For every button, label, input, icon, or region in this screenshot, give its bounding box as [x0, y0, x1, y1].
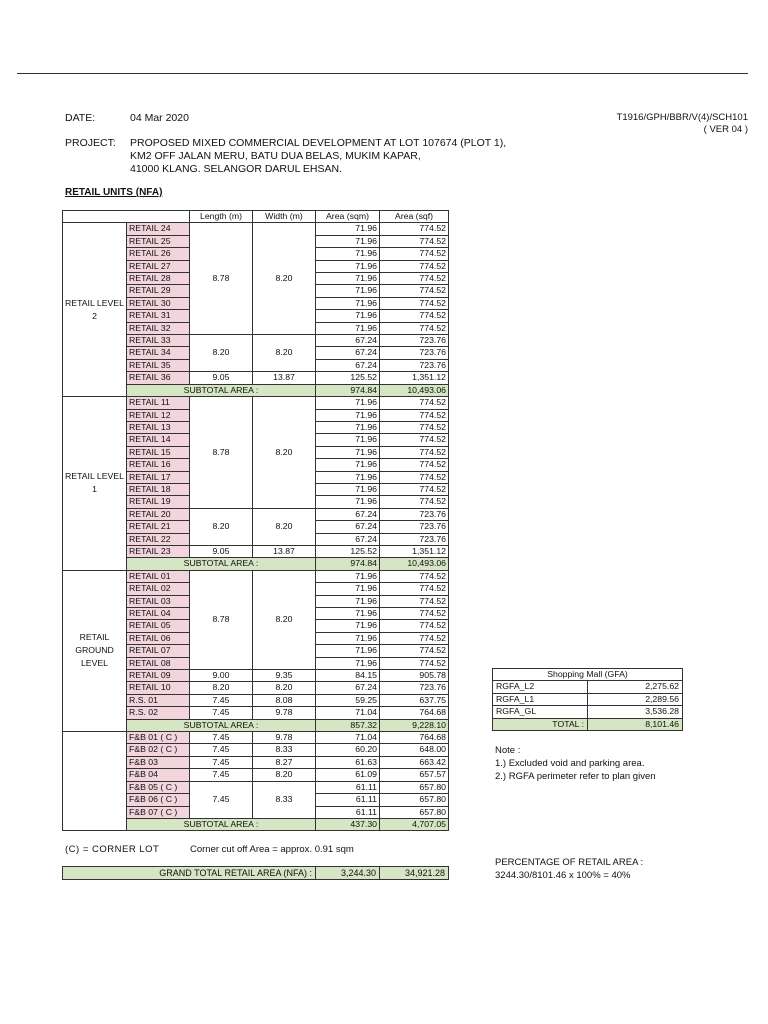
unit-name: RETAIL 17: [127, 471, 190, 483]
unit-area-sqf: 1,351.12: [380, 372, 449, 384]
subtotal-sqm: 974.84: [316, 558, 380, 570]
unit-area-sqm: 67.24: [316, 521, 380, 533]
percentage-formula: 3244.30/8101.46 x 100% = 40%: [495, 870, 631, 881]
unit-width: 8.20: [253, 570, 316, 669]
unit-area-sqm: 67.24: [316, 533, 380, 545]
corner-cut-note: Corner cut off Area = approx. 0.91 sqm: [190, 844, 354, 855]
unit-name: RETAIL 20: [127, 508, 190, 520]
subtotal-sqm: 857.32: [316, 719, 380, 731]
unit-area-sqm: 71.96: [316, 459, 380, 471]
unit-name: RETAIL 10: [127, 682, 190, 694]
unit-name: RETAIL 12: [127, 409, 190, 421]
unit-area-sqm: 71.96: [316, 657, 380, 669]
unit-width: 13.87: [253, 372, 316, 384]
unit-area-sqm: 71.96: [316, 620, 380, 632]
unit-area-sqm: 71.96: [316, 421, 380, 433]
unit-name: F&B 04: [127, 769, 190, 781]
unit-area-sqm: 67.24: [316, 508, 380, 520]
note-line-2: 2.) RGFA perimeter refer to plan given: [495, 771, 656, 782]
unit-area-sqf: 657.80: [380, 781, 449, 793]
column-header-row: [63, 211, 449, 223]
unit-area-sqm: 71.96: [316, 397, 380, 409]
unit-name: RETAIL 05: [127, 620, 190, 632]
unit-name: F&B 06 ( C ): [127, 794, 190, 806]
unit-name: RETAIL 06: [127, 632, 190, 644]
project-label: PROJECT:: [65, 137, 116, 149]
unit-name: RETAIL 27: [127, 260, 190, 272]
subtotal-sqm: 437.30: [316, 818, 380, 830]
unit-area-sqf: 774.52: [380, 620, 449, 632]
unit-area-sqm: 61.11: [316, 781, 380, 793]
unit-area-sqm: 71.96: [316, 583, 380, 595]
date-label: DATE:: [65, 112, 96, 124]
unit-area-sqf: 774.52: [380, 421, 449, 433]
unit-name: RETAIL 13: [127, 421, 190, 433]
unit-area-sqf: 774.52: [380, 397, 449, 409]
unit-width: 13.87: [253, 545, 316, 557]
retail-units-table: [62, 210, 449, 831]
mall-row-name: RGFA_L2: [493, 681, 588, 693]
unit-name: RETAIL 22: [127, 533, 190, 545]
unit-width: 8.27: [253, 756, 316, 768]
unit-name: F&B 02 ( C ): [127, 744, 190, 756]
grand-total-sqf: 34,921.28: [380, 867, 449, 880]
version-label: ( VER 04 ): [703, 124, 748, 135]
unit-area-sqm: 71.96: [316, 483, 380, 495]
unit-length: 8.20: [190, 682, 253, 694]
unit-name: RETAIL 11: [127, 397, 190, 409]
unit-area-sqm: 60.20: [316, 744, 380, 756]
unit-area-sqm: 71.96: [316, 632, 380, 644]
unit-width: 8.20: [253, 397, 316, 509]
unit-area-sqm: 71.96: [316, 260, 380, 272]
unit-area-sqf: 723.76: [380, 521, 449, 533]
shopping-mall-gfa-table: [492, 668, 683, 731]
unit-area-sqf: 648.00: [380, 744, 449, 756]
date-value: 04 Mar 2020: [130, 112, 189, 124]
unit-area-sqf: 723.76: [380, 347, 449, 359]
mall-row: [493, 693, 683, 705]
project-line-2: KM2 OFF JALAN MERU, BATU DUA BELAS, MUKIM KAPAR,: [130, 150, 421, 162]
unit-name: RETAIL 32: [127, 322, 190, 334]
unit-length: 7.45: [190, 732, 253, 744]
section-title: RETAIL UNITS (NFA): [65, 187, 163, 198]
unit-name: RETAIL 08: [127, 657, 190, 669]
grand-total-table: [62, 866, 449, 880]
unit-area-sqf: 723.76: [380, 533, 449, 545]
unit-area-sqf: 774.52: [380, 608, 449, 620]
unit-area-sqm: 71.96: [316, 595, 380, 607]
unit-width: 8.20: [253, 769, 316, 781]
unit-length: 9.05: [190, 545, 253, 557]
unit-name: R.S. 02: [127, 707, 190, 719]
unit-length: 7.45: [190, 781, 253, 818]
unit-length: 7.45: [190, 769, 253, 781]
column-header-area-sqf: Area (sqf): [380, 211, 449, 223]
unit-area-sqm: 71.96: [316, 434, 380, 446]
grand-total-row: [63, 867, 449, 880]
unit-area-sqf: 774.52: [380, 409, 449, 421]
subtotal-label: SUBTOTAL AREA :: [127, 719, 316, 731]
top-rule: [17, 73, 748, 74]
unit-area-sqf: 774.52: [380, 310, 449, 322]
subtotal-sqf: 10,493.06: [380, 558, 449, 570]
unit-name: RETAIL 15: [127, 446, 190, 458]
unit-area-sqm: 71.96: [316, 322, 380, 334]
unit-name: RETAIL 09: [127, 670, 190, 682]
unit-name: RETAIL 24: [127, 223, 190, 235]
unit-area-sqm: 61.11: [316, 794, 380, 806]
unit-area-sqf: 774.52: [380, 595, 449, 607]
unit-name: RETAIL 21: [127, 521, 190, 533]
unit-area-sqm: 71.96: [316, 471, 380, 483]
column-header-width: Width (m): [253, 211, 316, 223]
unit-row: [63, 397, 449, 409]
unit-name: RETAIL 02: [127, 583, 190, 595]
unit-name: RETAIL 18: [127, 483, 190, 495]
unit-name: RETAIL 14: [127, 434, 190, 446]
unit-row: [63, 732, 449, 744]
group-label-l1: RETAIL LEVEL 1: [63, 397, 127, 571]
project-line-3: 41000 KLANG. SELANGOR DARUL EHSAN.: [130, 163, 343, 175]
unit-width: 8.33: [253, 781, 316, 818]
mall-row-name: RGFA_L1: [493, 693, 588, 705]
unit-length: 7.45: [190, 744, 253, 756]
unit-area-sqf: 657.57: [380, 769, 449, 781]
unit-width: 8.33: [253, 744, 316, 756]
unit-area-sqm: 67.24: [316, 347, 380, 359]
unit-area-sqf: 657.80: [380, 794, 449, 806]
unit-width: 9.78: [253, 732, 316, 744]
percentage-title: PERCENTAGE OF RETAIL AREA :: [495, 857, 644, 868]
unit-area-sqm: 71.04: [316, 707, 380, 719]
unit-name: F&B 03: [127, 756, 190, 768]
unit-area-sqm: 71.96: [316, 285, 380, 297]
unit-area-sqf: 774.52: [380, 297, 449, 309]
unit-area-sqf: 663.42: [380, 756, 449, 768]
unit-area-sqm: 67.24: [316, 359, 380, 371]
subtotal-label: SUBTOTAL AREA :: [127, 558, 316, 570]
unit-row: [63, 570, 449, 582]
unit-name: RETAIL 34: [127, 347, 190, 359]
unit-area-sqm: 71.96: [316, 273, 380, 285]
unit-width: 9.35: [253, 670, 316, 682]
unit-name: F&B 05 ( C ): [127, 781, 190, 793]
unit-name: RETAIL 26: [127, 248, 190, 260]
unit-name: RETAIL 03: [127, 595, 190, 607]
mall-row-name: RGFA_GL: [493, 706, 588, 718]
unit-length: 7.45: [190, 694, 253, 706]
unit-area-sqm: 67.24: [316, 682, 380, 694]
unit-area-sqf: 774.52: [380, 434, 449, 446]
grand-total-sqm: 3,244.30: [316, 867, 380, 880]
unit-area-sqf: 774.52: [380, 273, 449, 285]
grand-total-label: GRAND TOTAL RETAIL AREA (NFA) :: [63, 867, 316, 880]
unit-area-sqm: 71.96: [316, 645, 380, 657]
unit-area-sqf: 774.52: [380, 446, 449, 458]
mall-total-label: TOTAL :: [493, 718, 588, 730]
mall-row: [493, 706, 683, 718]
unit-area-sqf: 723.76: [380, 508, 449, 520]
unit-area-sqm: 125.52: [316, 372, 380, 384]
unit-area-sqf: 723.76: [380, 682, 449, 694]
unit-area-sqm: 71.96: [316, 248, 380, 260]
unit-area-sqm: 59.25: [316, 694, 380, 706]
unit-area-sqf: 774.52: [380, 483, 449, 495]
unit-area-sqf: 723.76: [380, 359, 449, 371]
unit-area-sqm: 61.11: [316, 806, 380, 818]
unit-area-sqf: 1,351.12: [380, 545, 449, 557]
unit-name: RETAIL 35: [127, 359, 190, 371]
unit-width: 8.08: [253, 694, 316, 706]
unit-area-sqf: 774.52: [380, 471, 449, 483]
unit-area-sqf: 723.76: [380, 335, 449, 347]
unit-area-sqm: 61.63: [316, 756, 380, 768]
mall-row-value: 2,275.62: [588, 681, 683, 693]
unit-area-sqf: 774.52: [380, 285, 449, 297]
group-label-blank: [63, 732, 127, 831]
subtotal-label: SUBTOTAL AREA :: [127, 384, 316, 396]
project-line-1: PROPOSED MIXED COMMERCIAL DEVELOPMENT AT LOT 107674 (PLOT 1),: [130, 137, 507, 149]
unit-name: F&B 01 ( C ): [127, 732, 190, 744]
reference-code: T1916/GPH/BBR/V(4)/SCH101: [616, 112, 748, 123]
unit-area-sqm: 71.96: [316, 297, 380, 309]
unit-area-sqf: 774.52: [380, 322, 449, 334]
unit-area-sqf: 764.68: [380, 707, 449, 719]
unit-area-sqm: 71.96: [316, 608, 380, 620]
unit-area-sqf: 764.68: [380, 732, 449, 744]
unit-area-sqf: 774.52: [380, 657, 449, 669]
unit-area-sqf: 657.80: [380, 806, 449, 818]
mall-total-row: [493, 718, 683, 730]
unit-area-sqm: 71.96: [316, 310, 380, 322]
unit-name: F&B 07 ( C ): [127, 806, 190, 818]
unit-length: 8.78: [190, 397, 253, 509]
unit-area-sqm: 71.04: [316, 732, 380, 744]
unit-area-sqf: 774.52: [380, 223, 449, 235]
unit-width: 8.20: [253, 508, 316, 545]
subtotal-label: SUBTOTAL AREA :: [127, 818, 316, 830]
unit-length: 7.45: [190, 756, 253, 768]
unit-area-sqf: 774.52: [380, 632, 449, 644]
unit-name: RETAIL 33: [127, 335, 190, 347]
mall-row-value: 2,289.56: [588, 693, 683, 705]
group-label-gl: RETAIL GROUND LEVEL: [63, 570, 127, 731]
unit-width: 8.20: [253, 335, 316, 372]
unit-area-sqm: 71.96: [316, 496, 380, 508]
unit-area-sqf: 774.52: [380, 248, 449, 260]
unit-name: RETAIL 36: [127, 372, 190, 384]
unit-width: 8.20: [253, 682, 316, 694]
unit-area-sqf: 905.78: [380, 670, 449, 682]
unit-width: 9.78: [253, 707, 316, 719]
unit-area-sqf: 774.52: [380, 645, 449, 657]
unit-width: 8.20: [253, 223, 316, 335]
unit-length: 9.05: [190, 372, 253, 384]
unit-name: RETAIL 28: [127, 273, 190, 285]
mall-title: Shopping Mall (GFA): [493, 669, 683, 681]
unit-area-sqf: 774.52: [380, 260, 449, 272]
unit-area-sqm: 61.09: [316, 769, 380, 781]
note-line-1: 1.) Excluded void and parking area.: [495, 758, 645, 769]
unit-name: R.S. 01: [127, 694, 190, 706]
note-title: Note :: [495, 745, 521, 756]
corner-lot-legend: (C) = CORNER LOT: [65, 844, 160, 855]
unit-area-sqf: 774.52: [380, 235, 449, 247]
group-label-l2: RETAIL LEVEL 2: [63, 223, 127, 397]
unit-area-sqf: 774.52: [380, 570, 449, 582]
unit-length: 8.78: [190, 223, 253, 335]
unit-name: RETAIL 16: [127, 459, 190, 471]
unit-name: RETAIL 04: [127, 608, 190, 620]
unit-area-sqm: 71.96: [316, 570, 380, 582]
unit-name: RETAIL 23: [127, 545, 190, 557]
unit-area-sqf: 774.52: [380, 459, 449, 471]
unit-length: 9.00: [190, 670, 253, 682]
header-blank: [63, 211, 190, 223]
unit-name: RETAIL 30: [127, 297, 190, 309]
subtotal-sqm: 974.84: [316, 384, 380, 396]
unit-row: [63, 223, 449, 235]
unit-area-sqm: 84.15: [316, 670, 380, 682]
unit-name: RETAIL 07: [127, 645, 190, 657]
unit-name: RETAIL 31: [127, 310, 190, 322]
unit-name: RETAIL 29: [127, 285, 190, 297]
unit-area-sqm: 67.24: [316, 335, 380, 347]
unit-length: 8.20: [190, 335, 253, 372]
subtotal-sqf: 9,228.10: [380, 719, 449, 731]
unit-name: RETAIL 01: [127, 570, 190, 582]
unit-length: 8.20: [190, 508, 253, 545]
unit-name: RETAIL 19: [127, 496, 190, 508]
column-header-length: Length (m): [190, 211, 253, 223]
unit-area-sqf: 774.52: [380, 583, 449, 595]
unit-area-sqm: 71.96: [316, 446, 380, 458]
unit-area-sqm: 125.52: [316, 545, 380, 557]
unit-area-sqf: 637.75: [380, 694, 449, 706]
unit-area-sqf: 774.52: [380, 496, 449, 508]
subtotal-sqf: 10,493.06: [380, 384, 449, 396]
unit-area-sqm: 71.96: [316, 235, 380, 247]
unit-length: 7.45: [190, 707, 253, 719]
subtotal-sqf: 4,707.05: [380, 818, 449, 830]
unit-area-sqm: 71.96: [316, 409, 380, 421]
unit-area-sqm: 71.96: [316, 223, 380, 235]
mall-row: [493, 681, 683, 693]
mall-total-value: 8,101.46: [588, 718, 683, 730]
mall-row-value: 3,536.28: [588, 706, 683, 718]
column-header-area-sqm: Area (sqm): [316, 211, 380, 223]
unit-length: 8.78: [190, 570, 253, 669]
unit-name: RETAIL 25: [127, 235, 190, 247]
